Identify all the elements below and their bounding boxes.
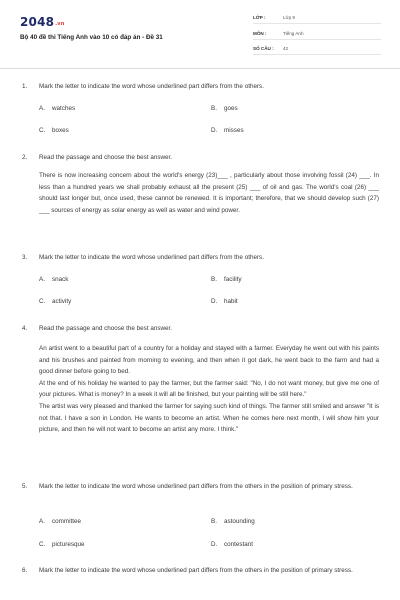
option-text: habit: [224, 298, 238, 305]
question-number: 5.: [22, 483, 28, 490]
option-text: contestant: [224, 541, 254, 548]
option-a[interactable]: [39, 103, 75, 114]
option-c[interactable]: [39, 125, 69, 136]
option-letter: A.: [39, 276, 45, 283]
question-stem: Mark the letter to indicate the word whose underlined part differs from the others.: [39, 83, 264, 90]
option-text: misses: [224, 127, 244, 134]
option-letter: B.: [211, 276, 217, 283]
option-letter: C.: [39, 127, 46, 134]
passage-paragraph: At the end of his holiday he wanted to pay the farmer, but the farmer said: "No, I do not want money, but give me one of your pictures. What is money? In a week it will all be finished, but your painting will be still here.": [39, 379, 379, 399]
option-text: watches: [52, 105, 76, 112]
question-number: 3.: [22, 254, 28, 261]
option-d[interactable]: [211, 296, 238, 307]
question-number: 1.: [22, 83, 28, 90]
option-text: boxes: [52, 127, 69, 134]
question-number: 2.: [22, 154, 28, 161]
meta-subject: [253, 28, 381, 40]
option-text: facility: [224, 276, 242, 283]
question-stem: Read the passage and choose the best answer.: [39, 154, 173, 161]
logo-suffix: .vn: [55, 21, 65, 27]
option-letter: D.: [211, 541, 218, 548]
passage-paragraph: An artist went to a beautiful part of a country for a holiday and stayed with a farmer. Everyday he went out with his paints and his brushes and painted from morning to evening, and then when it got dark, he went back to the farm and had a good dinner before going to bed.: [39, 345, 379, 376]
option-a[interactable]: [39, 516, 81, 527]
option-b[interactable]: [211, 103, 238, 114]
option-b[interactable]: [211, 516, 255, 527]
option-d[interactable]: [211, 125, 244, 136]
document-title: Bộ 40 đề thi Tiếng Anh vào 10 có đáp án - Đề 31: [20, 34, 163, 41]
option-c[interactable]: [39, 296, 71, 307]
question-stem: Mark the letter to indicate the word whose underlined part differs from the others.: [39, 254, 264, 261]
option-text: committee: [52, 518, 82, 525]
logo-text: 2048: [20, 15, 55, 29]
option-letter: C.: [39, 298, 46, 305]
option-letter: A.: [39, 518, 45, 525]
option-text: snack: [52, 276, 69, 283]
option-letter: B.: [211, 105, 217, 112]
meta-subject-label: MÔN :: [253, 31, 267, 36]
question-stem: Mark the letter to indicate the word whose underlined part differs from the others in the position of primary stress.: [39, 567, 353, 574]
passage-paragraph: The artist was very pleased and thanked the farmer for saying such kind of things. The farmer still smiled and answer "It is not that. I have a son in London. He wants to become an artist. When he comes here next month, I will show him your picture, and then he will not want to become an artist any more. I think.": [39, 402, 379, 434]
page-header: [0, 0, 400, 68]
question-stem: Mark the letter to indicate the word whose underlined part differs from the others in the position of primary stress.: [39, 483, 353, 490]
meta-count-value: 42: [283, 46, 289, 51]
option-text: activity: [52, 298, 72, 305]
option-text: picturesque: [52, 541, 85, 548]
option-letter: A.: [39, 105, 45, 112]
meta-subject-value: Tiếng Anh: [283, 31, 304, 36]
passage-paragraph: There is now increasing concern about the world's energy (23)___ , particularly about those involving fossil (24) ___. In less than a hundred years we shall probably exhaust all the present (25) ___ of oil and gas. The world's coal (26) ___ should last longer but, once used, these cannot be renewed. It is important; therefore, that we should develop such (27) ___ sources of energy as solar energy as well as water and wind power.: [39, 172, 379, 214]
option-text: astounding: [224, 518, 255, 525]
header-divider: [0, 68, 400, 69]
question-number: 6.: [22, 567, 28, 574]
meta-grade-value: Lớp 9: [283, 15, 295, 20]
option-letter: D.: [211, 127, 218, 134]
meta-count-label: SỐ CÂU :: [253, 46, 274, 51]
site-logo[interactable]: [20, 15, 65, 29]
option-letter: D.: [211, 298, 218, 305]
option-d[interactable]: [211, 539, 253, 550]
question-stem: Read the passage and choose the best answer.: [39, 325, 173, 332]
option-b[interactable]: [211, 274, 242, 285]
reading-passage-1: [39, 170, 379, 216]
meta-grade-label: LỚP :: [253, 15, 266, 20]
meta-grade: [253, 12, 381, 24]
option-letter: C.: [39, 541, 46, 548]
reading-passage-2: [39, 343, 379, 436]
question-number: 4.: [22, 325, 28, 332]
option-a[interactable]: [39, 274, 68, 285]
option-c[interactable]: [39, 539, 85, 550]
option-letter: B.: [211, 518, 217, 525]
option-text: goes: [224, 105, 238, 112]
meta-question-count: [253, 43, 381, 55]
